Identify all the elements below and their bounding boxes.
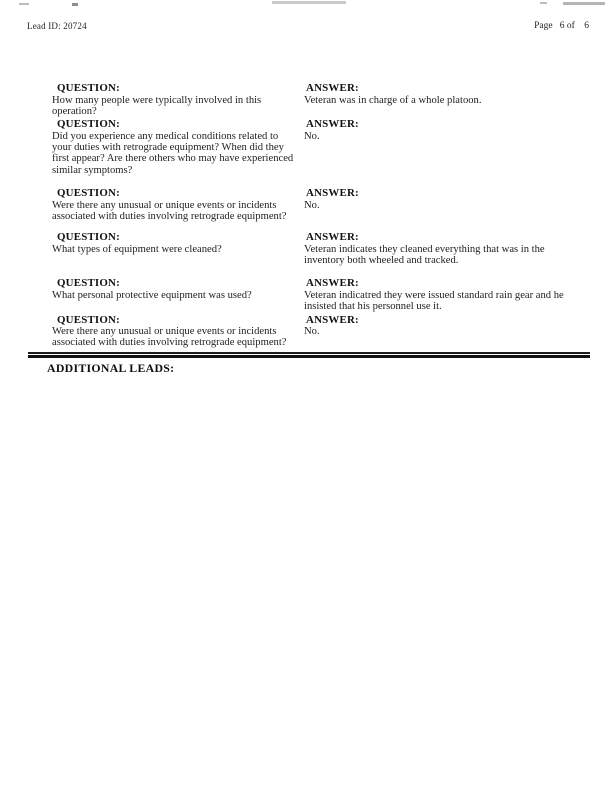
question-text: Were there any unusual or unique events or incidents associated with duties involving retrograde equipment? <box>52 199 287 222</box>
answer-label: ANSWER: <box>306 231 359 244</box>
answer-text: No. <box>304 130 320 142</box>
scan-artifact <box>563 2 605 5</box>
qa-row <box>44 188 592 222</box>
question-cell <box>44 83 300 117</box>
question-label: QUESTION: <box>57 82 120 94</box>
scan-artifact <box>19 3 29 5</box>
question-cell <box>44 315 300 349</box>
additional-leads-heading: ADDITIONAL LEADS: <box>47 361 175 375</box>
answer-cell <box>304 232 584 266</box>
qa-section <box>44 83 592 349</box>
answer-text: No. <box>304 326 320 338</box>
qa-row <box>44 278 592 312</box>
scan-artifact <box>540 2 547 4</box>
question-text: Were there any unusual or unique events or incidents associated with duties involving retrograde equipment? <box>52 326 287 349</box>
answer-text: Veteran indicatred they were issued standard rain gear and he insisted that his personnel use it. <box>304 289 564 313</box>
section-divider <box>28 352 590 358</box>
question-label: QUESTION: <box>57 118 120 131</box>
question-cell <box>44 188 300 222</box>
question-label: QUESTION: <box>57 186 120 199</box>
answer-text: Veteran was in charge of a whole platoon. <box>304 94 482 106</box>
question-text: Did you experience any medical conditions related to your duties with retrograde equipment? When did they first appear? Are there others who may have experienced similar symptoms? <box>52 130 294 176</box>
answer-label: ANSWER: <box>306 313 359 326</box>
question-label: QUESTION: <box>57 231 120 244</box>
answer-label: ANSWER: <box>306 82 359 94</box>
qa-row <box>44 119 592 176</box>
answer-text: No. <box>304 199 320 211</box>
answer-label: ANSWER: <box>306 118 359 131</box>
question-text: What personal protective equipment was used? <box>52 289 252 301</box>
question-cell <box>44 119 300 176</box>
qa-row <box>44 83 592 117</box>
lead-id-label: Lead ID: 20724 <box>27 21 87 31</box>
question-label: QUESTION: <box>57 313 120 326</box>
answer-label: ANSWER: <box>306 186 359 199</box>
question-label: QUESTION: <box>57 277 120 290</box>
question-text: How many people were typically involved in this operation? <box>52 94 262 117</box>
question-cell <box>44 232 300 255</box>
qa-row <box>44 232 592 266</box>
answer-label: ANSWER: <box>306 277 359 290</box>
question-text: What types of equipment were cleaned? <box>52 243 222 255</box>
answer-cell <box>304 188 584 211</box>
page-number-label: Page 6 of 6 <box>534 21 589 31</box>
answer-text: Veteran indicates they cleaned everything that was in the inventory both wheeled and tracked. <box>304 243 545 267</box>
answer-cell <box>304 278 584 312</box>
answer-cell <box>304 83 584 106</box>
qa-row <box>44 315 592 349</box>
scan-artifact <box>72 3 78 6</box>
answer-cell <box>304 315 584 338</box>
scan-artifact <box>272 1 346 4</box>
answer-cell <box>304 119 584 142</box>
question-cell <box>44 278 300 301</box>
